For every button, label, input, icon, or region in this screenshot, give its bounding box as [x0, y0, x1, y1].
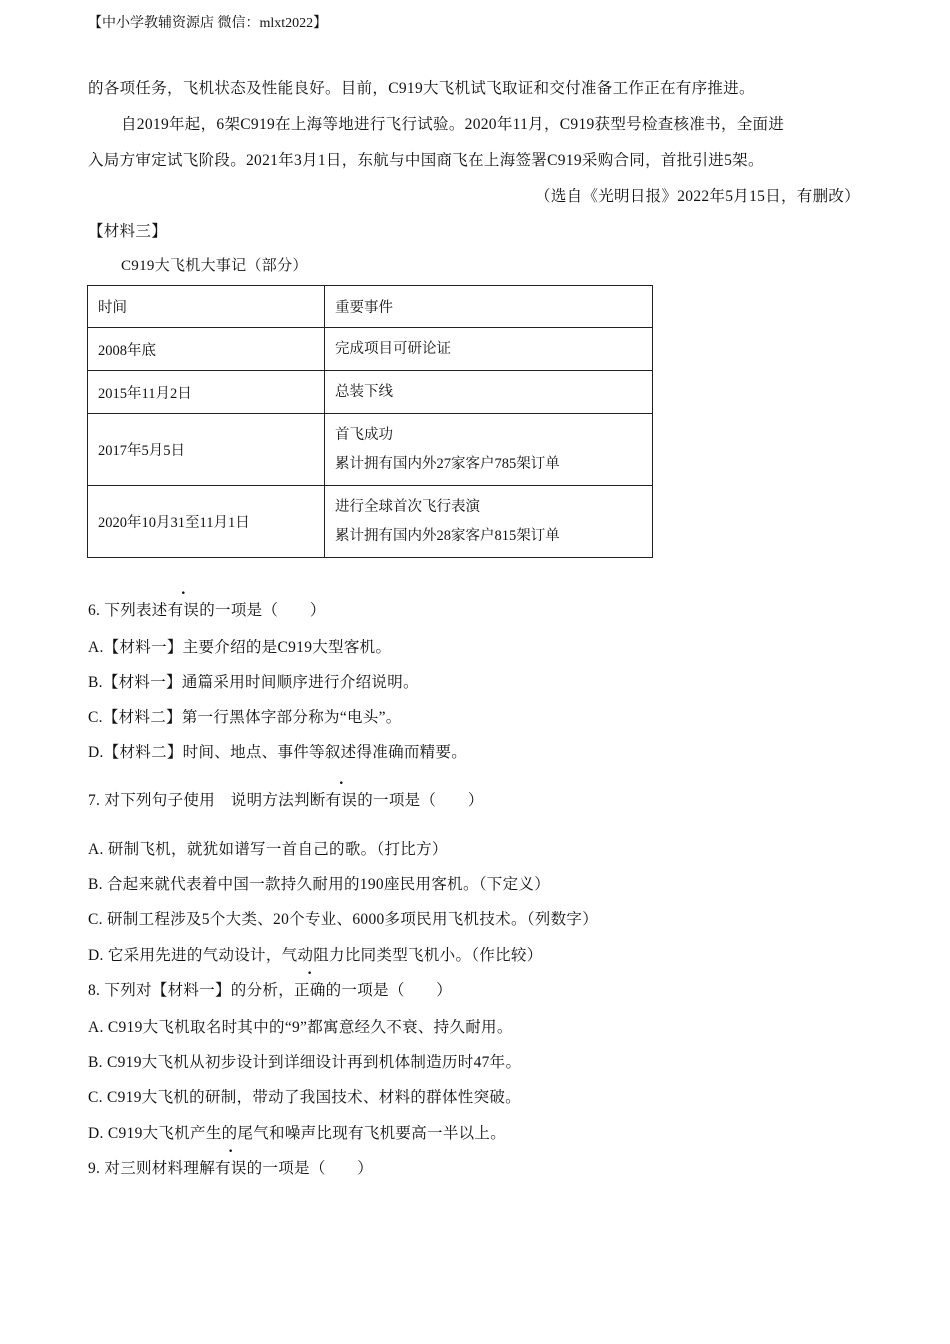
paragraph-line: 入局方审定试飞阶段。2021年3月1日，东航与中国商飞在上海签署C919采购合同，首批引进5架。 [88, 152, 764, 169]
stem-text: 的一项是（ ） [325, 982, 453, 999]
option-c: C. 研制工程涉及5个大类、20个专业、6000多项民用飞机技术。（列数字） [88, 911, 598, 928]
stem-text: 6. 下列表述 [88, 602, 168, 619]
event-line: 首飞成功 [335, 426, 393, 443]
question-stem [88, 1156, 373, 1178]
time-cell: 2008年底 [88, 328, 325, 371]
page-header: 【中小学教辅资源店 微信：mlxt2022】 [88, 16, 328, 31]
event-line: 进行全球首次飞行表演 [335, 498, 480, 515]
stem-text: 的一项是（ ） [199, 602, 326, 619]
option-d: D. 它采用先进的气动设计，气动阻力比同类型飞机小。（作比较） [88, 947, 543, 964]
table-title: C919大飞机大事记（部分） [121, 258, 308, 274]
table-row [88, 486, 653, 558]
question-stem [88, 788, 484, 810]
event-line: 总装下线 [335, 383, 393, 400]
table-header-row [88, 286, 653, 328]
stem-text: 8. 下列对【材料一】的分析， [88, 982, 295, 999]
option-b: B. 合起来就代表着中国一款持久耐用的190座民用客机。（下定义） [88, 876, 550, 893]
event-cell [325, 328, 653, 371]
event-line: 完成项目可研论证 [335, 340, 451, 357]
column-header: 重要事件 [325, 286, 653, 328]
event-cell [325, 486, 653, 558]
emphasized-text: 有误 [325, 792, 358, 809]
stem-text: 7. 对下列句子使用 说明方法判断 [88, 792, 326, 809]
option-c: C.【材料二】第一行黑体字部分称为“电头”。 [88, 709, 402, 726]
time-cell: 2020年10月31至11月1日 [88, 486, 325, 558]
option-a: A. C919大飞机取名时其中的“9”都寓意经久不衰、持久耐用。 [88, 1019, 513, 1036]
event-cell [325, 414, 653, 486]
material-heading: 【材料三】 [88, 223, 168, 240]
event-line: 累计拥有国内外28家客户815架订单 [335, 527, 560, 544]
option-c: C. C919大飞机的研制，带动了我国技术、材料的群体性突破。 [88, 1089, 521, 1106]
option-b: B.【材料一】通篇采用时间顺序进行介绍说明。 [88, 674, 419, 691]
column-header: 时间 [88, 286, 325, 328]
table-row [88, 371, 653, 414]
stem-text: 的一项是（ ） [357, 792, 484, 809]
event-line: 累计拥有国内外27家客户785架订单 [335, 455, 560, 472]
option-a: A.【材料一】主要介绍的是C919大型客机。 [88, 639, 392, 656]
option-d: D. C919大飞机产生的尾气和噪声比现有飞机要高一半以上。 [88, 1125, 507, 1142]
source-citation: （选自《光明日报》2022年5月15日，有删改） [535, 188, 860, 205]
paragraph-line: 自2019年起，6架C919在上海等地进行飞行试验。2020年11月，C919获型号检查核准书，全面进 [121, 116, 785, 133]
question-stem [88, 978, 452, 1000]
stem-text: 的一项是（ ） [246, 1160, 374, 1177]
stem-text: 9. 对三则材料理解 [88, 1160, 216, 1177]
events-table [87, 285, 653, 558]
paragraph-line: 的各项任务，飞机状态及性能良好。目前，C919大飞机试飞取证和交付准备工作正在有序推进。 [88, 80, 755, 97]
table-row [88, 414, 653, 486]
time-cell: 2017年5月5日 [88, 414, 325, 486]
option-a: A. 研制飞机，就犹如谱写一首自己的歌。（打比方） [88, 841, 448, 858]
option-d: D.【材料二】时间、地点、事件等叙述得准确而精要。 [88, 744, 468, 761]
time-cell: 2015年11月2日 [88, 371, 325, 414]
question-stem [88, 598, 326, 620]
emphasized-text: 正确 [294, 982, 326, 999]
event-cell [325, 371, 653, 414]
option-b: B. C919大飞机从初步设计到详细设计再到机体制造历时47年。 [88, 1054, 522, 1071]
emphasized-text: 有误 [167, 602, 200, 619]
emphasized-text: 有误 [215, 1160, 247, 1177]
table-row [88, 328, 653, 371]
